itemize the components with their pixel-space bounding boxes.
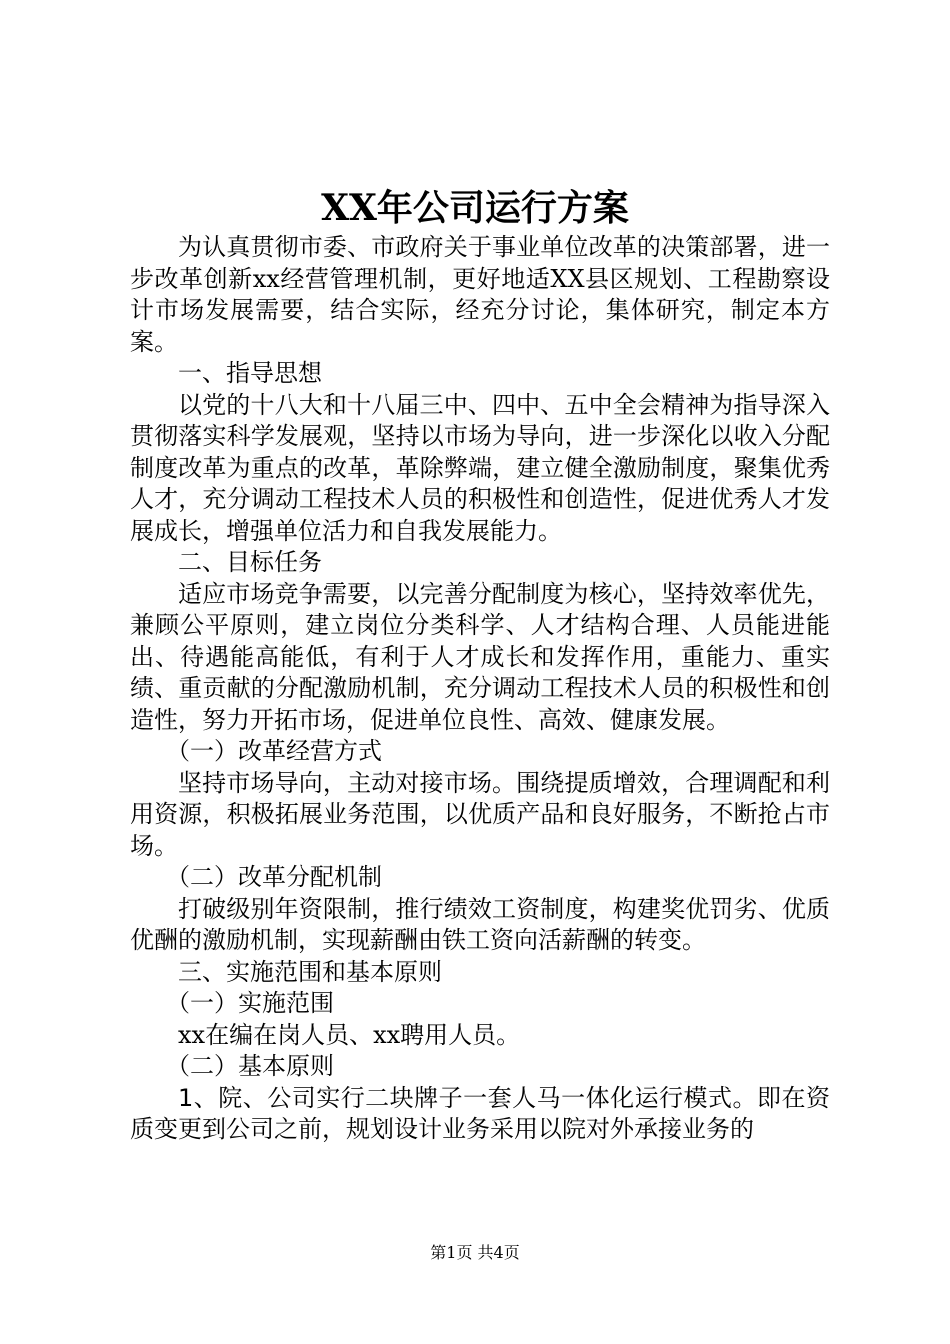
section-body-goals: 适应市场竞争需要，以完善分配制度为核心，坚持效率优先，兼顾公平原则，建立岗位分类科学、人才结构合理、人员能进能出、待遇能高能低，有利于人才成长和发挥作用，重能力、重实绩、重贡献的分配激励机制，充分调动工程技术人员的积极性和创造性，努力开拓市场，促进单位良性、高效、健康发展。: [130, 579, 830, 734]
subsection-body-scope: xx在编在岗人员、xx聘用人员。: [178, 1020, 521, 1049]
subsection-body-distribution-reform: 打破级别年资限制，推行绩效工资制度，构建奖优罚劣、优质优酬的激励机制，实现薪酬由铁工资向活薪酬的转变。: [130, 894, 830, 954]
principle-item-1: [130, 1083, 830, 1146]
section-heading-goals: 二、目标任务: [178, 548, 322, 576]
section-heading-scope-principles: 三、实施范围和基本原则: [178, 957, 442, 986]
subsection-heading-scope: （一）实施范围: [166, 989, 334, 1017]
document-title: XX年公司运行方案: [321, 187, 629, 229]
principle-item-1-lead: 1、院、公司实行二块牌子一套人马一体化运行模式。: [178, 1083, 758, 1112]
subsection-body-business-reform: 坚持市场导向，主动对接市场。围绕提质增效，合理调配和利用资源，积极拓展业务范围，以优质产品和良好服务，不断抢占市场。: [130, 768, 830, 860]
subsection-heading-business-reform: （一）改革经营方式: [166, 737, 382, 765]
section-body-guiding-ideology: 以党的十八大和十八届三中、四中、五中全会精神为指导深入贯彻落实科学发展观，坚持以市场为导向，进一步深化以收入分配制度改革为重点的改革，革除弊端，建立健全激励制度，聚集优秀人才，充分调动工程技术人员的积极性和创造性，促进优秀人才发展成长，增强单位活力和自我发展能力。: [130, 390, 830, 545]
section-heading-guiding-ideology: 一、指导思想: [178, 359, 322, 387]
subsection-heading-distribution-reform: （二）改革分配机制: [166, 863, 382, 891]
principle-item-1-body: 即在资质变更到公司之前，规划设计业务采用以院对外承接业务的: [130, 1083, 830, 1143]
document-body: [130, 232, 830, 1146]
intro-paragraph: 为认真贯彻市委、市政府关于事业单位改革的决策部署，进一步改革创新xx经营管理机制，更好地适XX县区规划、工程勘察设计市场发展需要，结合实际，经充分讨论，集体研究，制定本方案。: [130, 233, 830, 356]
page-footer: 第1页 共4页: [430, 1243, 520, 1262]
subsection-heading-principles: （二）基本原则: [166, 1052, 334, 1080]
